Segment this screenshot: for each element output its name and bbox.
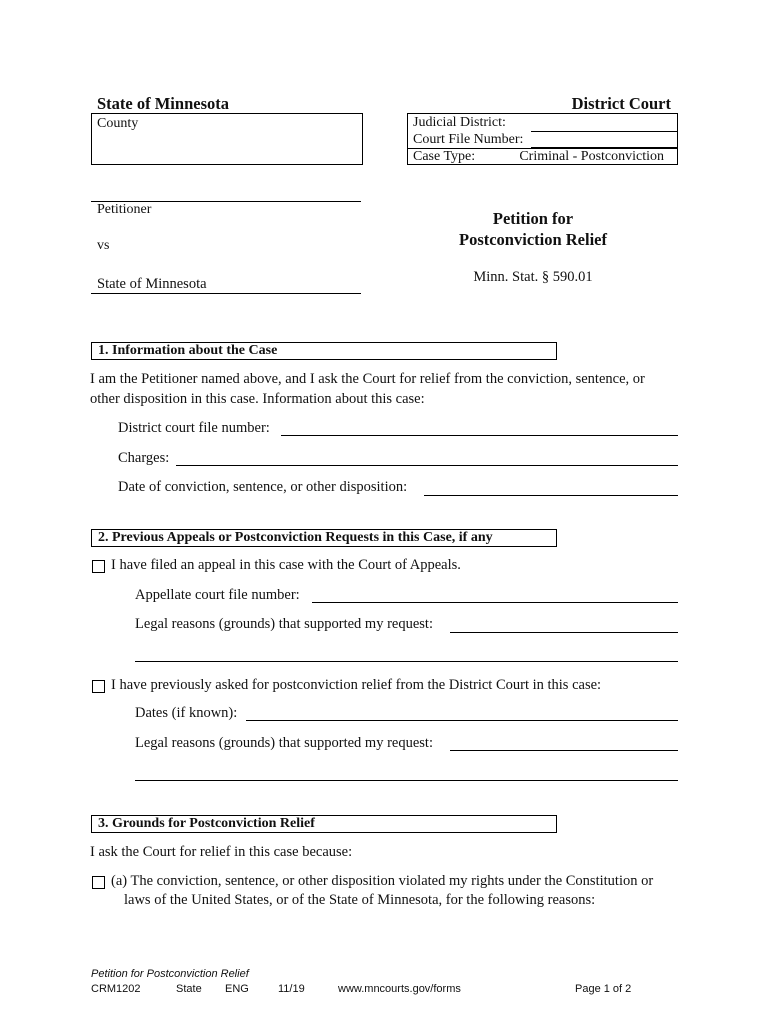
prior-grounds-line-2[interactable] — [135, 780, 678, 781]
footer-form-code: CRM1202 — [91, 983, 141, 995]
charges-label: Charges: — [118, 450, 170, 466]
county-label: County — [97, 116, 139, 131]
court-heading: District Court — [571, 94, 671, 113]
charges-line[interactable] — [176, 465, 678, 466]
appeal-checkbox-label: I have filed an appeal in this case with the Court of Appeals. — [111, 557, 461, 573]
statute-reference: Minn. Stat. § 590.01 — [473, 269, 593, 285]
dates-line[interactable] — [246, 720, 678, 721]
prior-postconviction-label: I have previously asked for postconviction relief from the District Court in this case: — [111, 677, 602, 693]
section1-intro-line1: I am the Petitioner named above, and I ask the Court for relief from the conviction, sentence, or — [90, 371, 645, 387]
form-title-line2: Postconviction Relief — [458, 230, 607, 249]
judicial-district-line[interactable] — [531, 131, 677, 132]
section1-intro-line2: other disposition in this case. Information about this case: — [90, 391, 425, 407]
county-field[interactable] — [91, 113, 363, 165]
footer-revision: 11/19 — [278, 983, 305, 995]
appeal-grounds-line[interactable] — [450, 632, 678, 633]
appeal-grounds-line-2[interactable] — [135, 661, 678, 662]
option-a-line1: (a) The conviction, sentence, or other disposition violated my rights under the Constitution or — [111, 873, 654, 889]
prior-grounds-label: Legal reasons (grounds) that supported my request: — [135, 735, 433, 751]
dates-label: Dates (if known): — [135, 705, 238, 721]
vs-label: vs — [97, 238, 110, 253]
case-type-label: Case Type: — [413, 149, 476, 164]
footer-form-title: Petition for Postconviction Relief — [91, 968, 249, 980]
court-file-number-label: Court File Number: — [413, 132, 524, 147]
form-title-line1: Petition for — [492, 209, 574, 228]
petitioner-label: Petitioner — [97, 202, 152, 217]
footer-language: ENG — [225, 983, 249, 995]
judicial-district-label: Judicial District: — [413, 115, 506, 130]
section3-intro: I ask the Court for relief in this case because: — [90, 844, 353, 860]
section1-heading: 1. Information about the Case — [91, 342, 557, 360]
option-a-line2: laws of the United States, or of the State of Minnesota, for the following reasons: — [124, 892, 596, 908]
section3-heading: 3. Grounds for Postconviction Relief — [91, 815, 557, 833]
appeal-checkbox[interactable] — [92, 560, 105, 573]
conviction-date-label: Date of conviction, sentence, or other disposition: — [118, 479, 408, 495]
appellate-file-number-label: Appellate court file number: — [135, 587, 300, 603]
appeal-grounds-label: Legal reasons (grounds) that supported my request: — [135, 616, 433, 632]
footer-page-number: Page 1 of 2 — [575, 983, 632, 995]
appellate-file-number-line[interactable] — [312, 602, 678, 603]
footer-form-type: State — [176, 983, 202, 995]
conviction-date-line[interactable] — [424, 495, 678, 496]
section2-heading: 2. Previous Appeals or Postconviction Requests in this Case, if any — [91, 529, 557, 547]
state-heading: State of Minnesota — [97, 94, 229, 113]
district-file-number-line[interactable] — [281, 435, 678, 436]
case-info-box — [407, 113, 678, 165]
district-file-number-label: District court file number: — [118, 420, 270, 436]
footer-website[interactable]: www.mncourts.gov/forms — [338, 983, 461, 995]
option-a-checkbox[interactable] — [92, 876, 105, 889]
prior-grounds-line[interactable] — [450, 750, 678, 751]
respondent-underline — [91, 293, 361, 294]
prior-postconviction-checkbox[interactable] — [92, 680, 105, 693]
case-type-value: Criminal - Postconviction — [519, 149, 664, 164]
respondent-name: State of Minnesota — [97, 276, 207, 292]
